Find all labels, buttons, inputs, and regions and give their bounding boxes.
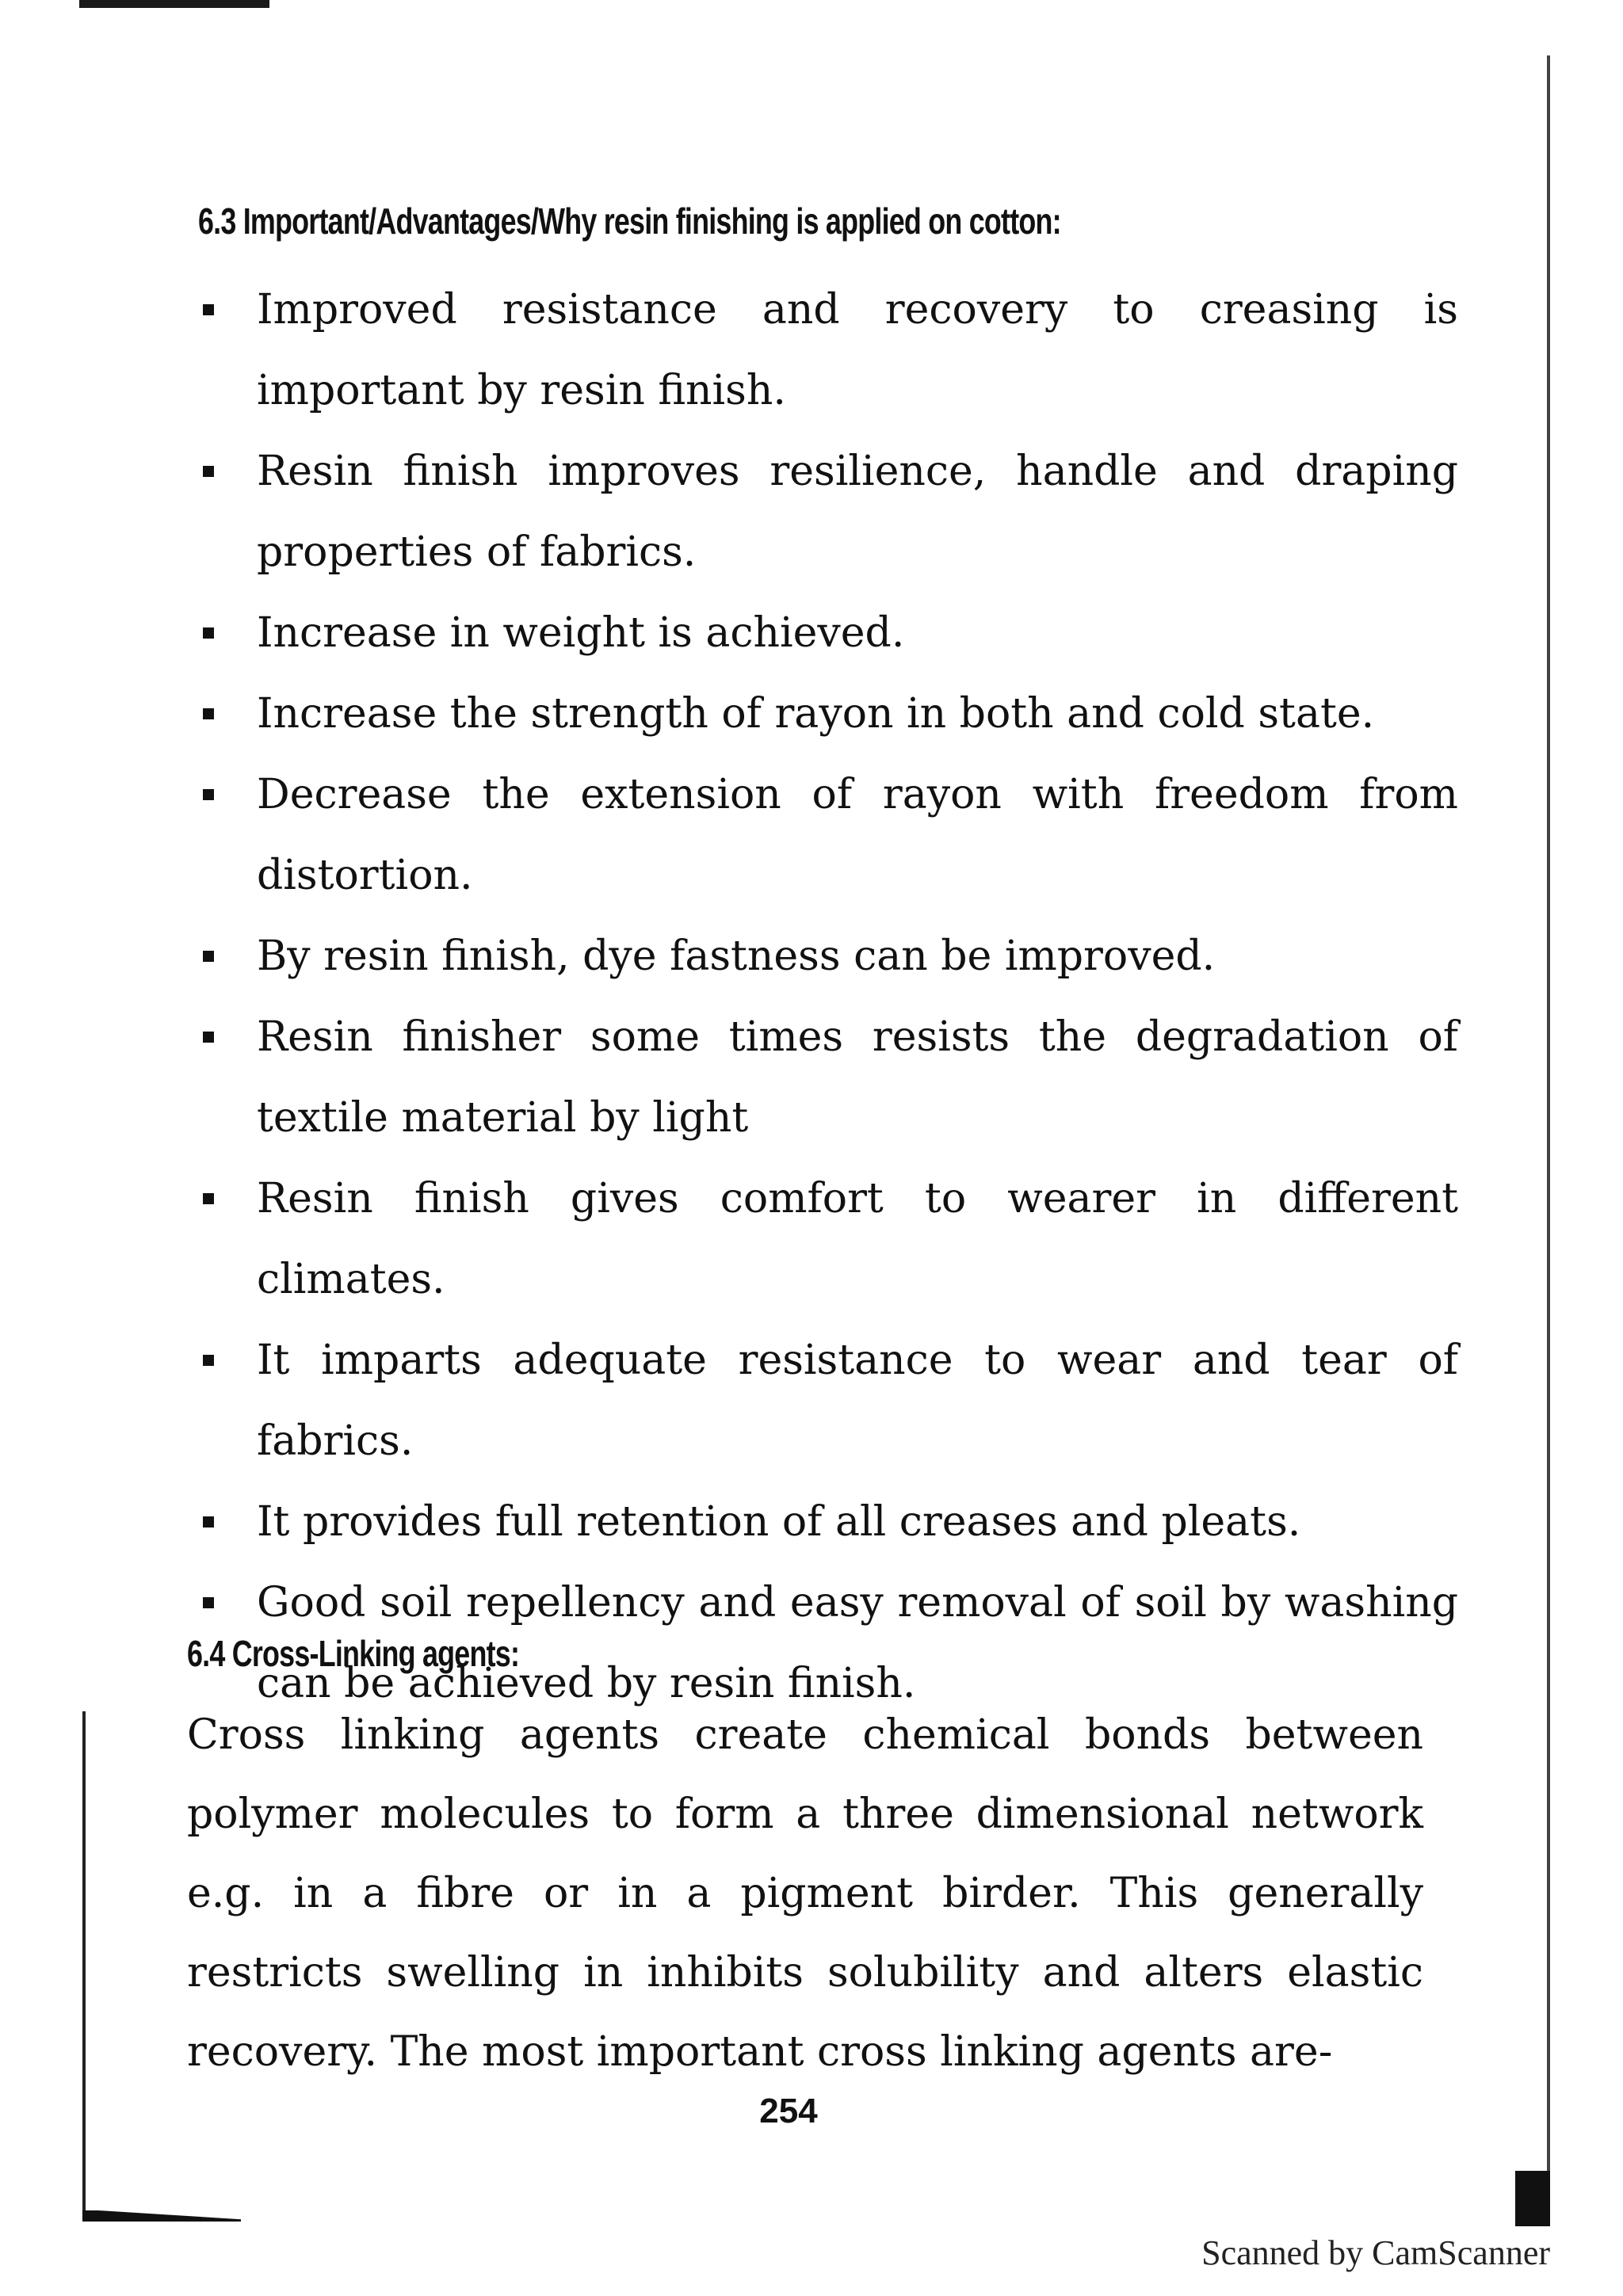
bullet-text: Increase the strength of rayon in both and cold state. xyxy=(257,690,1375,738)
bullet-text: Resin finish gives comfort to wearer in different climates. xyxy=(257,1175,1458,1303)
bullet-item xyxy=(190,916,1458,997)
square-bullet-icon xyxy=(203,789,214,800)
section-heading-6-3: 6.3 Important/Advantages/Why resin finishing is applied on cotton: xyxy=(198,200,1061,242)
square-bullet-icon xyxy=(203,1032,214,1043)
scan-edge-right-foot xyxy=(1515,2171,1550,2226)
bullet-item xyxy=(190,997,1458,1158)
scan-edge-right xyxy=(1547,55,1550,2195)
square-bullet-icon xyxy=(203,1597,214,1608)
camscanner-watermark: Scanned by CamScanner xyxy=(1201,2233,1550,2272)
bullet-text: It provides full retention of all creases and pleats. xyxy=(257,1498,1301,1546)
bullet-item xyxy=(190,593,1458,673)
bullet-text: Resin finish improves resilience, handle and draping properties of fabrics. xyxy=(257,448,1458,576)
bullet-text: Good soil repellency and easy removal of soil by washing can be achieved by resin finish. xyxy=(257,1579,1458,1707)
bullet-text: By resin finish, dye fastness can be improved. xyxy=(257,933,1216,980)
square-bullet-icon xyxy=(203,951,214,962)
square-bullet-icon xyxy=(203,304,214,315)
bullet-text: Decrease the extension of rayon with freedom from distortion. xyxy=(257,771,1458,899)
cross-linking-paragraph: Cross linking agents create chemical bonds between polymer molecules to form a three dimensional network e.g. in a fibre or in a pigment birder. This generally restricts swelling in inhibits solubility and alters elastic recovery. The most important cross linking agents are- xyxy=(187,1711,1423,2076)
section-heading-6-4: 6.4 Cross-Linking agents: xyxy=(187,1633,520,1674)
square-bullet-icon xyxy=(203,708,214,719)
bullet-text: Increase in weight is achieved. xyxy=(257,609,905,657)
square-bullet-icon xyxy=(203,1355,214,1366)
square-bullet-icon xyxy=(203,1193,214,1204)
bullet-item xyxy=(190,1320,1458,1482)
scan-edge-mark-top xyxy=(79,0,269,8)
bullet-item xyxy=(190,269,1458,431)
page-number: 254 xyxy=(759,2092,818,2130)
bullet-text: Resin finisher some times resists the degradation of textile material by light xyxy=(257,1013,1458,1142)
bullet-item xyxy=(190,431,1458,593)
bullet-text: It imparts adequate resistance to wear and tear of fabrics. xyxy=(257,1337,1458,1465)
advantages-bullet-list xyxy=(190,269,1458,1724)
square-bullet-icon xyxy=(203,1516,214,1527)
bullet-item xyxy=(190,673,1458,754)
bullet-text: Improved resistance and recovery to creasing is important by resin finish. xyxy=(257,286,1458,414)
bullet-item xyxy=(190,754,1458,916)
bullet-item xyxy=(190,1158,1458,1320)
square-bullet-icon xyxy=(203,466,214,477)
scan-edge-left xyxy=(82,1711,86,2218)
square-bullet-icon xyxy=(203,627,214,639)
scan-edge-left-foot xyxy=(82,2210,241,2222)
bullet-item xyxy=(190,1482,1458,1562)
